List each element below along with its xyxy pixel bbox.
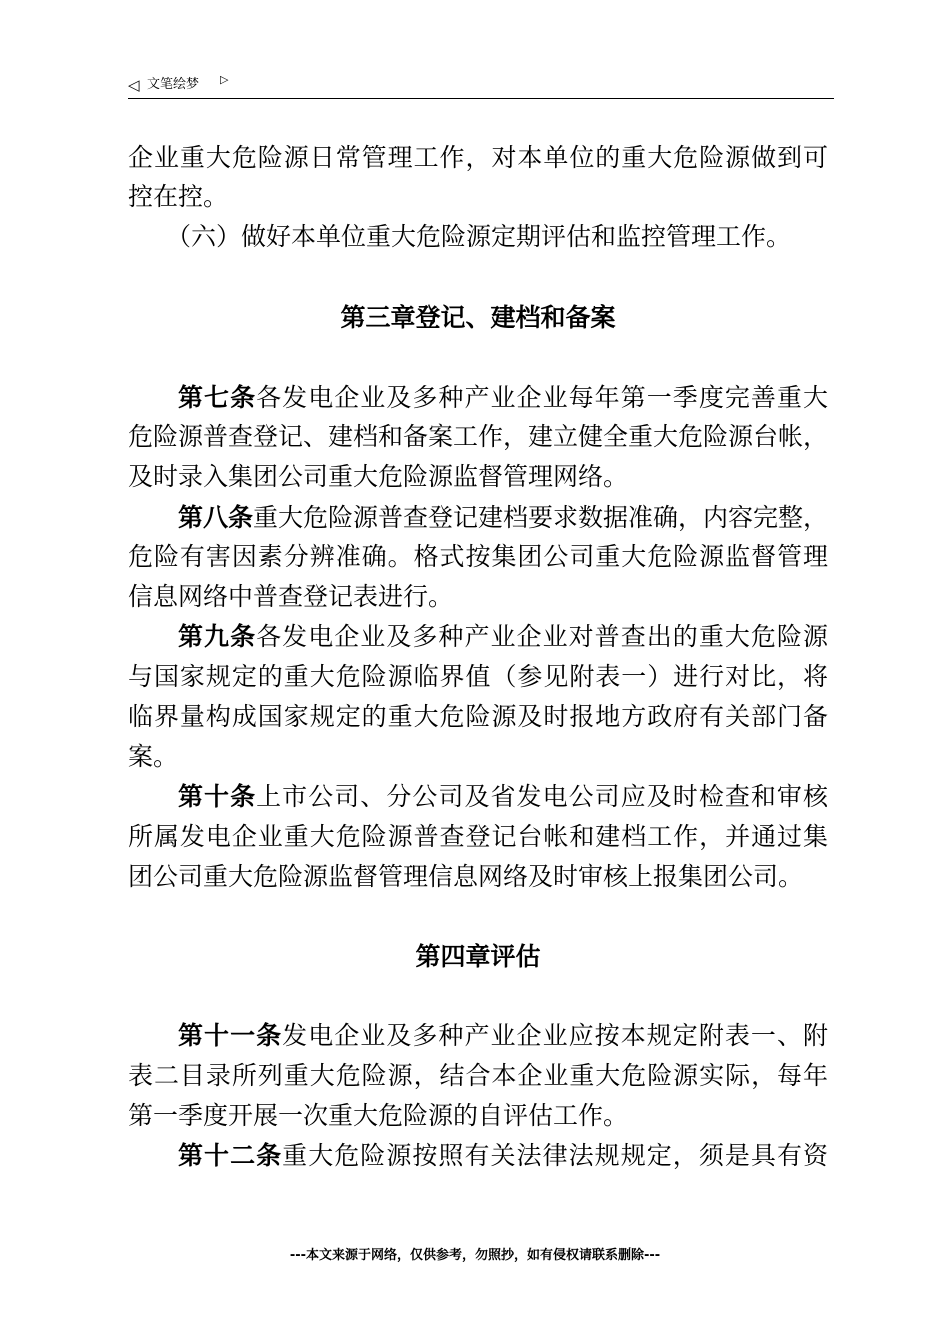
- paragraph-line: 团公司重大危险源监督管理信息网络及时审核上报集团公司。: [128, 862, 804, 891]
- left-triangle-icon: ◁: [128, 76, 140, 94]
- paragraph-line: 所属发电企业重大危险源普查登记台帐和建档工作，并通过集: [128, 822, 828, 851]
- article-text: 上市公司、分公司及省发电公司应及时检查和审核: [256, 782, 828, 811]
- paragraph-line: 案。: [128, 742, 179, 771]
- paragraph-line: 第一季度开展一次重大危险源的自评估工作。: [128, 1101, 629, 1130]
- article-text: 各发电企业及多种产业企业每年第一季度完善重大: [256, 383, 828, 412]
- chapter-heading: 第三章登记、建档和备案: [340, 303, 616, 332]
- page-footer-disclaimer: ---本文来源于网络，仅供参考，勿照抄，如有侵权请联系删除---: [289, 1248, 661, 1263]
- article-9-line: [178, 621, 828, 653]
- paragraph-line: 临界量构成国家规定的重大危险源及时报地方政府有关部门备: [128, 702, 828, 731]
- paragraph-line: 信息网络中普查登记表进行。: [128, 582, 454, 611]
- paragraph-line: 控在控。: [128, 182, 229, 211]
- article-8-line: [178, 502, 828, 534]
- article-7-line: [178, 382, 828, 414]
- article-text: 重大危险源按照有关法律法规规定，须是具有资: [282, 1141, 828, 1170]
- paragraph-line: 与国家规定的重大危险源临界值（参见附表一）进行对比，将: [128, 662, 828, 691]
- page-header: [128, 72, 834, 100]
- paragraph-line: 及时录入集团公司重大危险源监督管理网络。: [128, 462, 629, 491]
- chapter-heading: 第四章评估: [415, 942, 541, 971]
- article-text: 发电企业及多种产业企业应按本规定附表一、附: [282, 1021, 828, 1050]
- paragraph-line: 表二目录所列重大危险源，结合本企业重大危险源实际，每年: [128, 1061, 828, 1090]
- article-label: 第八条: [178, 503, 254, 532]
- article-10-line: [178, 781, 828, 813]
- header-divider: [128, 98, 834, 99]
- article-label: 第十条: [178, 782, 257, 811]
- header-title: 文笔绘梦: [147, 77, 200, 92]
- right-triangle-icon: ▷: [220, 73, 229, 86]
- article-label: 第十二条: [178, 1141, 283, 1170]
- paragraph-line: 企业重大危险源日常管理工作，对本单位的重大危险源做到可: [128, 143, 828, 172]
- paragraph-line: 危险有害因素分辨准确。格式按集团公司重大危险源监督管理: [128, 542, 828, 571]
- article-text: 各发电企业及多种产业企业对普查出的重大危险源: [256, 622, 828, 651]
- article-11-line: [178, 1020, 828, 1052]
- article-12-line: [178, 1140, 828, 1172]
- article-label: 第七条: [178, 383, 257, 412]
- paragraph-line: （六）做好本单位重大危险源定期评估和监控管理工作。: [166, 222, 792, 251]
- article-label: 第九条: [178, 622, 257, 651]
- article-text: 重大危险源普查登记建档要求数据准确，内容完整，: [253, 503, 829, 532]
- article-label: 第十一条: [178, 1021, 283, 1050]
- paragraph-line: 危险源普查登记、建档和备案工作，建立健全重大危险源台帐，: [128, 422, 829, 451]
